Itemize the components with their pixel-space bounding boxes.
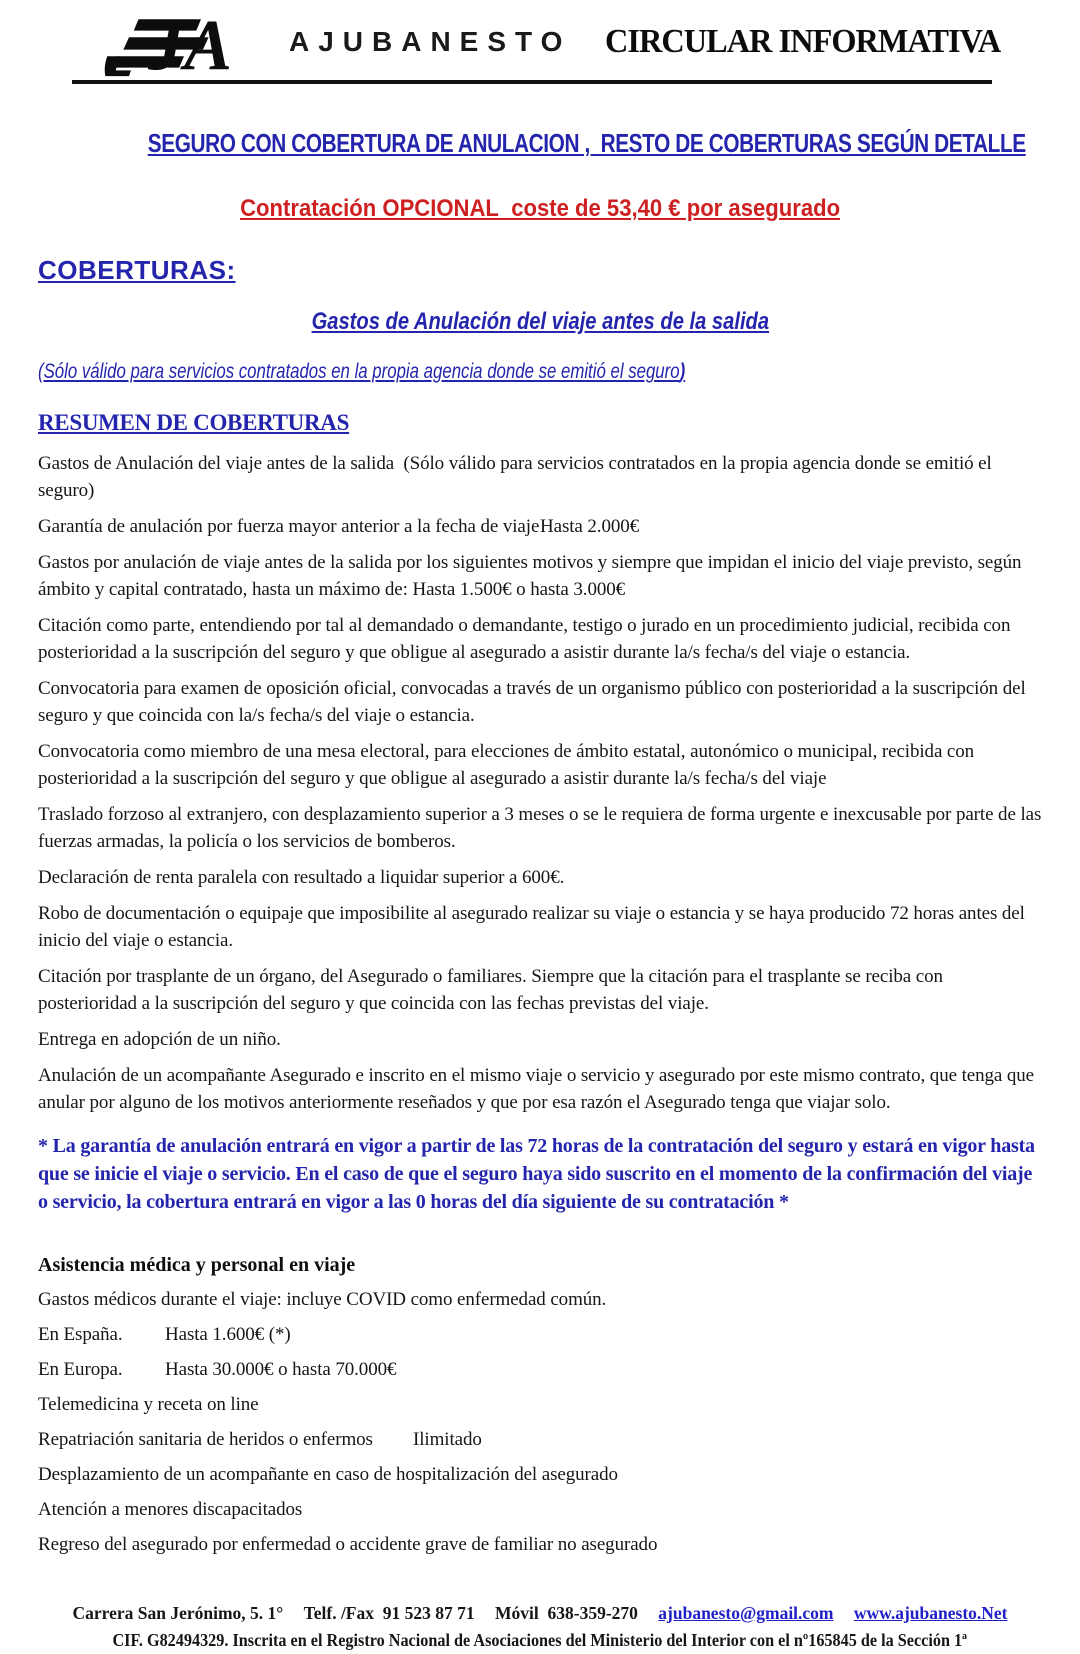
header-divider [72, 80, 992, 84]
assistance-label: Desplazamiento de un acompañante en caso de hospitalización del asegurado [38, 1464, 618, 1485]
svg-text:JA: JA [147, 6, 233, 78]
assistance-row [38, 1461, 1042, 1488]
price-title: Contratación OPCIONAL coste de 53,40 € por asegurado [239, 195, 840, 222]
price-title-row [38, 195, 1042, 223]
assistance-value: Ilimitado [413, 1429, 482, 1450]
assistance-label: En Europa. [38, 1359, 123, 1380]
assistance-row [38, 1426, 1042, 1453]
assistance-row [38, 1356, 1042, 1383]
main-title: SEGURO CON COBERTURA DE ANULACION , RESTO DE COBERTURAS SEGÚN DETALLE [147, 128, 1026, 158]
footer-registration: CIF. G82494329. Inscrita en el Registro Nacional de Asociaciones del Ministerio del Interior con el nº165845 de la Sección 1ª [112, 1630, 968, 1650]
coverage-paragraph: Anulación de un acompañante Asegurado e inscrito en el mismo viaje o servicio y asegurado por este mismo contrato, que tenga que anular por alguno de los motivos anteriormente reseñados y que por esa razón el Asegurado tenga que viajar solo. [38, 1065, 1035, 1113]
header-row [38, 6, 1042, 78]
footer-address: Carrera San Jerónimo, 5. 1° [72, 1603, 284, 1623]
brand-name: AJUBANESTO [289, 26, 572, 57]
coberturas-label: COBERTURAS: [38, 255, 236, 285]
coverage-paragraph: Declaración de renta paralela con resultado a liquidar superior a 600€. [38, 867, 565, 888]
header [38, 0, 1042, 84]
footer-email-link[interactable]: ajubanesto@gmail.com [658, 1603, 834, 1623]
guarantee-label: Garantía de anulación por fuerza mayor anterior a la fecha de viaje [38, 516, 540, 537]
main-title-row [38, 128, 1042, 159]
assistance-row [38, 1496, 1042, 1523]
assistance-label: Atención a menores discapacitados [38, 1499, 303, 1520]
coverage-line-1: Gastos de Anulación del viaje antes de la salida (Sólo válido para servicios contratados en la propia agencia donde se emitió el seguro) [38, 453, 992, 501]
doc-type-wrap [605, 23, 1021, 61]
assistance-value: Hasta 30.000€ o hasta 70.000€ [165, 1359, 397, 1380]
footer-website-link[interactable]: www.ajubanesto.Net [853, 1603, 1008, 1623]
coverage-paragraph: Convocatoria como miembro de una mesa electoral, para elecciones de ámbito estatal, autonómico o municipal, recibida con posterioridad a la suscripción del seguro y que obligue al asegurado a asistir durante la/s fecha/s del viaje [38, 741, 975, 789]
ajubanesto-logo-icon [100, 6, 285, 78]
coverage-paragraph: Citación como parte, entendiendo por tal al demandado o demandante, testigo o jurado en un procedimiento judicial, recibida con posterioridad a la suscripción del seguro y que obligue al asegurado a asistir durante la/s fecha/s del viaje o estancia. [38, 615, 1011, 663]
validity-note [38, 360, 841, 384]
assistance-row [38, 1531, 1042, 1558]
section-title-row [38, 308, 1042, 336]
vigor-note: * La garantía de anulación entrará en vigor a partir de las 72 horas de la contratación del seguro y estará en vigor hasta que se inicie el viaje o servicio. En el caso de que el seguro haya sido suscrito en el momento de la confirmación del viaje o servicio, la cobertura entrará en vigor a las 0 horas del día siguiente de su contratación * [38, 1135, 1035, 1213]
coverage-paragraph: Convocatoria para examen de oposición oficial, convocadas a través de un organismo público con posterioridad a la suscripción del seguro y que coincida con la/s fecha/s del viaje o estancia. [38, 678, 1026, 726]
coverage-paragraph: Traslado forzoso al extranjero, con desplazamiento superior a 3 meses o se le requiera de forma urgente e inexcusable por parte de las fuerzas armadas, la policía o los servicios de bomberos. [38, 804, 1042, 852]
assistance-row [38, 1391, 1042, 1418]
assistance-label: En España. [38, 1324, 123, 1345]
footer-registration-row [38, 1627, 1042, 1654]
assistance-label: Repatriación sanitaria de heridos o enfermos [38, 1429, 373, 1450]
doc-type-title: CIRCULAR INFORMATIVA [605, 23, 1001, 60]
assistance-label: Regreso del asegurado por enfermedad o accidente grave de familiar no asegurado [38, 1534, 658, 1555]
coverage-paragraph: Robo de documentación o equipaje que imposibilite al asegurado realizar su viaje o estancia y se haya producido 72 horas antes del inicio del viaje o estancia. [38, 903, 1025, 951]
section-title: Gastos de Anulación del viaje antes de la salida [311, 308, 769, 335]
guarantee-row [38, 513, 1042, 540]
assistance-row [38, 1321, 1042, 1348]
footer-contact-line [38, 1600, 1042, 1627]
coverage-paragraph: Gastos por anulación de viaje antes de la salida por los siguientes motivos y siempre que impidan el inicio del viaje previsto, según ámbito y capital contratado, hasta un máximo de: Hasta 1.500€ o hasta 3.000€ [38, 552, 1022, 600]
resumen-heading: RESUMEN DE COBERTURAS [38, 410, 350, 435]
coverage-paragraph: Entrega en adopción de un niño. [38, 1029, 281, 1050]
footer-mobile: Móvil 638-359-270 [495, 1603, 638, 1623]
assistance-label: Telemedicina y receta on line [38, 1394, 259, 1415]
assistance-intro: Gastos médicos durante el viaje: incluye COVID como enfermedad común. [38, 1289, 607, 1310]
assistance-heading: Asistencia médica y personal en viaje [38, 1254, 356, 1276]
coverage-paragraph: Citación por trasplante de un órgano, del Asegurado o familiares. Siempre que la citación para el trasplante se reciba con posterioridad a la suscripción del seguro y que coincida con las fechas previstas del viaje. [38, 966, 943, 1014]
validity-note-close-paren: ) [679, 360, 686, 383]
validity-note-text: (Sólo válido para servicios contratados en la propia agencia donde se emitió el seguro [38, 360, 680, 383]
assistance-value: Hasta 1.600€ (*) [165, 1324, 291, 1345]
footer-phone: Telf. /Fax 91 523 87 71 [303, 1603, 475, 1623]
footer [38, 1600, 1042, 1654]
guarantee-value: Hasta 2.000€ [540, 516, 640, 537]
